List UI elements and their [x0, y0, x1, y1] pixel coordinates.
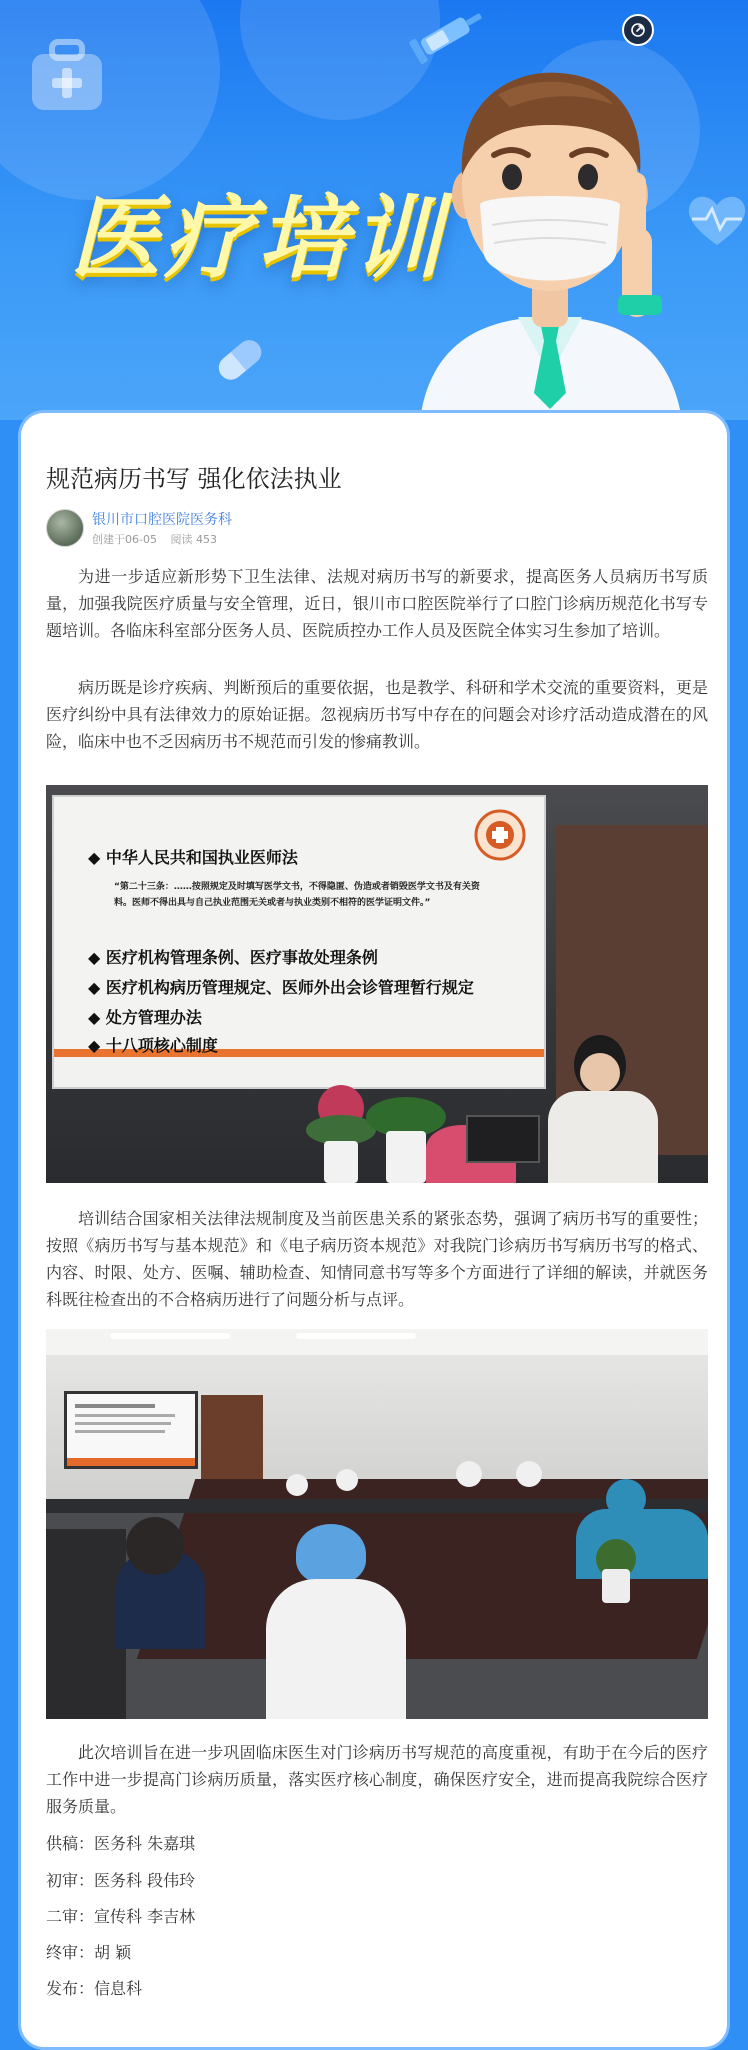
- credit-second-review: 二审：宣传科 李吉林: [46, 1907, 196, 1926]
- article-card: [18, 410, 730, 2050]
- paragraph-2: 病历既是诊疗疾病、判断预后的重要依据，也是教学、科研和学术交流的重要资料，更是医疗纠纷中具有法律效力的原始证据。忽视病历书写中存在的问题会对诊疗活动造成潜在的风险，临床中也不乏因病历书不规范而引发的惨痛教训。: [46, 678, 708, 751]
- paragraph-3: 培训结合国家相关法律法规制度及当前医患关系的紧张态势，强调了病历书写的重要性；按照《病历书写与基本规范》和《电子病历资本规范》对我院门诊病历书写病历书写的格式、内容、时限、处方、医嘱、辅助检查、知情同意书写等多个方面进行了详细的解读，并就医务科既往检查出的不合格病历进行了问题分析与点评。: [46, 1209, 708, 1309]
- door: [201, 1395, 263, 1489]
- slide-item-2: ◆ 医疗机构管理条例、医疗事故处理条例: [88, 948, 378, 967]
- article-meta: [92, 531, 227, 547]
- slide-footer-bar: [54, 1054, 544, 1087]
- share-button[interactable]: [622, 14, 654, 46]
- avatar[interactable]: [46, 509, 84, 547]
- read-count: 阅读 453: [170, 533, 217, 546]
- first-aid-kit-icon: [22, 32, 112, 122]
- credit-publisher: 发布：信息科: [46, 1979, 143, 1998]
- slide-item-5: ◆ 十八项核心制度: [88, 1036, 218, 1055]
- hospital-emblem-icon: [472, 807, 528, 863]
- article-title: 规范病历书写 强化依法执业: [46, 465, 342, 493]
- doctor-illustration: [400, 55, 700, 420]
- pill-icon: [210, 330, 270, 390]
- slide-item-4: ◆ 处方管理办法: [88, 1008, 202, 1027]
- speaker-person: [534, 1035, 674, 1183]
- author-link[interactable]: 银川市口腔医院医务科: [92, 512, 232, 528]
- paragraph-4: 此次培训旨在进一步巩固临床医生对门诊病历书写规范的高度重视，有助于在今后的医疗工作中进一步提高门诊病历质量，落实医疗核心制度，确保医疗安全，进而提高我院综合医疗服务质量。: [46, 1743, 708, 1816]
- created-date: 创建于06-05: [92, 533, 157, 546]
- blue-cap: [296, 1524, 366, 1584]
- credit-contributor: 供稿：医务科 朱嘉琪: [46, 1834, 196, 1853]
- paragraph-1: 为进一步适应新形势下卫生法律、法规对病历书写的新要求，提高医务人员病历书写质量，加强我院医疗质量与安全管理，近日，银川市口腔医院举行了口腔门诊病历规范化书写专题培训。各临床科室部分医务人员、医院质控办工作人员及医院全体实习生参加了培训。: [46, 567, 708, 640]
- slide-item-1: ◆ 中华人民共和国执业医师法: [88, 848, 298, 867]
- share-icon: [630, 22, 646, 38]
- laptop: [466, 1115, 540, 1163]
- training-photo-1: [46, 785, 708, 1183]
- tv-screen: [64, 1391, 198, 1469]
- banner-title: 医疗培训: [70, 186, 446, 291]
- hero-banner: [0, 0, 748, 420]
- slide-item-3: ◆ 医疗机构病历管理规定、医师外出会诊管理暂行规定: [88, 978, 474, 997]
- projector-slide: [52, 795, 546, 1089]
- training-photo-2: [46, 1329, 708, 1719]
- credit-first-review: 初审：医务科 段伟玲: [46, 1871, 196, 1890]
- slide-quote: “第二十三条：……按照规定及时填写医学文书，不得隐匿、伪造或者销毁医学文书及有关资料。医师不得出具与自己执业范围无关或者与执业类别不相符的医学证明文件。”: [114, 882, 480, 908]
- credit-final-review: 终审：胡 颖: [46, 1943, 132, 1962]
